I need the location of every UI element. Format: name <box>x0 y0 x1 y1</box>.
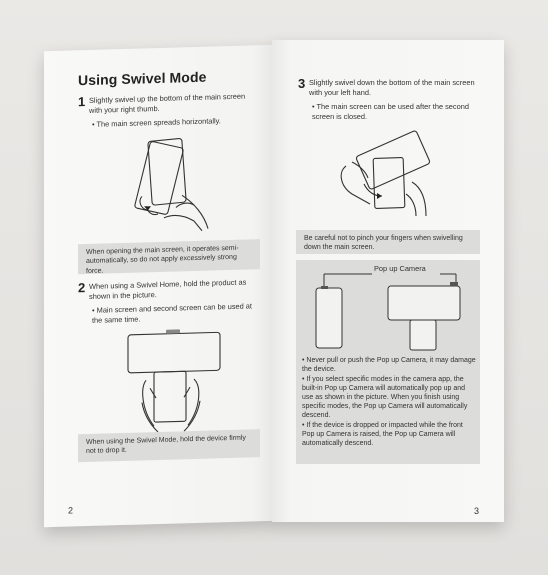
step-1-number: 1 <box>78 94 86 110</box>
step-2-number: 2 <box>78 280 86 296</box>
swivel-up-illustration <box>124 132 224 235</box>
camera-label: Pop up Camera <box>374 264 426 273</box>
step-3-text: Slightly swivel down the bottom of the main screen with your left hand. <box>309 78 475 97</box>
step-1-text: Slightly swivel up the bottom of the main screen with your right thumb. <box>89 91 246 115</box>
note-1: When opening the main screen, it operates semi-automatically, so do not apply excessively strong force. <box>78 239 260 274</box>
camera-bullet-2: • If you select specific modes in the camera app, the built-in Pop up Camera will automatically pop up and use as shown in the picture. When you finish using specific modes, the Pop up Camera will automatically descend. <box>302 375 476 420</box>
camera-bullet-3: • If the device is dropped or impacted while the front Pop up Camera is raised, the Pop up Camera will automatically descend. <box>302 421 476 448</box>
step-2-text: When using a Swivel Home, hold the product as shown in the picture. <box>89 277 247 301</box>
page-number-left: 2 <box>68 505 74 516</box>
right-page <box>272 40 504 522</box>
swivel-home-illustration <box>124 326 234 439</box>
note-2: When using the Swivel Mode, hold the device firmly not to drop it. <box>78 429 260 462</box>
step-2-bullet: • Main screen and second screen can be used at the same time. <box>92 301 257 325</box>
step-3-bullet: • The main screen can be used after the second screen is closed. <box>312 102 477 121</box>
page-number-right: 3 <box>474 506 480 516</box>
camera-bullets <box>302 356 476 449</box>
step-3-number: 3 <box>298 76 306 91</box>
swivel-down-illustration <box>326 122 446 222</box>
pop-up-camera-illustration <box>312 270 472 350</box>
page-title: Using Swivel Mode <box>78 68 207 89</box>
camera-bullet-1: • Never pull or push the Pop up Camera, it may damage the device. <box>302 356 476 374</box>
left-page <box>44 45 273 527</box>
manual-booklet <box>44 40 504 520</box>
step-1-bullet: • The main screen spreads horizontally. <box>92 115 252 129</box>
note-3: Be careful not to pinch your fingers when swivelling down the main screen. <box>296 230 480 254</box>
